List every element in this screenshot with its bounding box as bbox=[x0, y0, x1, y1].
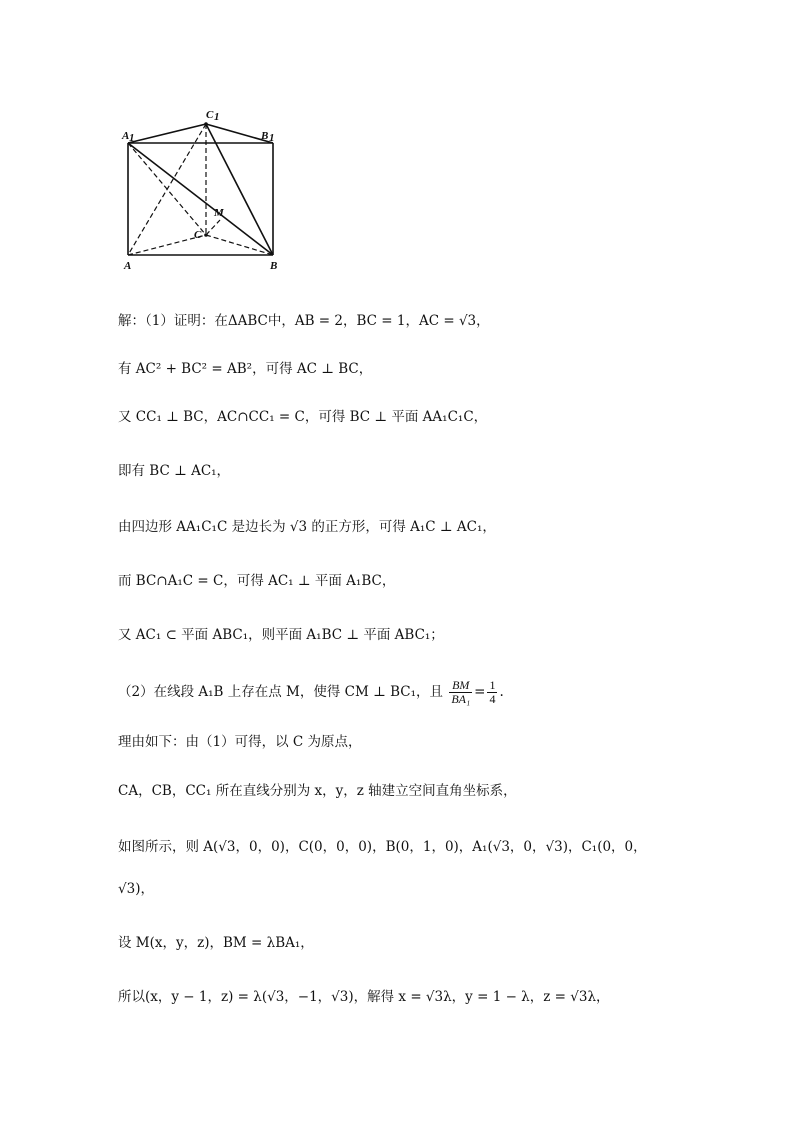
solution-line-6: 而 BC∩A₁C = C，可得 AC₁ ⊥ 平面 A₁BC， bbox=[118, 573, 396, 589]
edge-C-B bbox=[206, 235, 273, 255]
solution-line-2: 有 AC² + BC² = AB²，可得 AC ⊥ BC， bbox=[118, 361, 373, 377]
label-B1-sub: 1 bbox=[269, 132, 275, 144]
ratio-value-den: 4 bbox=[489, 692, 496, 706]
point-C bbox=[204, 233, 208, 237]
ratio-value bbox=[487, 679, 497, 706]
label-B: B bbox=[270, 260, 278, 272]
edge-C-M bbox=[206, 220, 220, 235]
part2-text: （2）在线段 A₁B 上存在点 M，使得 CM ⊥ BC₁，且 bbox=[118, 684, 444, 700]
solution-line-13: 设 M(x，y，z)，BM = λBA₁， bbox=[118, 935, 314, 951]
solution-line-10: CA，CB，CC₁ 所在直线分别为 x，y，z 轴建立空间直角坐标系， bbox=[118, 783, 517, 799]
ratio-eq: = bbox=[474, 684, 486, 700]
edge-A1-C1 bbox=[128, 124, 206, 143]
prism-figure bbox=[116, 108, 286, 278]
solution-line-9: 理由如下：由（1）可得，以 C 为原点， bbox=[118, 734, 362, 750]
ratio-den: BA₁ bbox=[451, 692, 471, 706]
edge-A1-C bbox=[128, 143, 206, 235]
solution-line-14: 所以(x，y − 1，z) = λ(√3，−1，√3)，解得 x = √3λ，y = 1 − λ，z = √3λ， bbox=[118, 989, 610, 1005]
label-M: M bbox=[214, 207, 224, 219]
ratio-value-num: 1 bbox=[489, 678, 496, 692]
label-C1-sub: 1 bbox=[214, 111, 220, 123]
solution-line-8 bbox=[118, 679, 504, 706]
solution-line-3: 又 CC₁ ⊥ BC，AC∩CC₁ = C，可得 BC ⊥ 平面 AA₁C₁C， bbox=[118, 409, 488, 425]
prism-diagram bbox=[116, 108, 286, 278]
solution-line-5: 由四边形 AA₁C₁C 是边长为 √3 的正方形，可得 A₁C ⊥ AC₁， bbox=[118, 519, 496, 535]
solution-line-7: 又 AC₁ ⊂ 平面 ABC₁，则平面 A₁BC ⊥ 平面 ABC₁； bbox=[118, 627, 444, 643]
ratio-end: . bbox=[499, 684, 504, 700]
solution-line-12: √3)， bbox=[118, 881, 154, 897]
point-C1 bbox=[204, 122, 208, 126]
ratio-fraction bbox=[449, 679, 472, 706]
ratio-num: BM bbox=[449, 679, 472, 693]
label-B1: B bbox=[261, 130, 269, 142]
solution-line-11: 如图所示，则 A(√3，0，0)，C(0，0，0)，B(0，1，0)，A₁(√3，0，√3)，C₁(0，0， bbox=[118, 839, 647, 855]
label-C: C bbox=[194, 229, 202, 241]
label-A1: A bbox=[122, 130, 130, 142]
label-C1: C bbox=[206, 109, 214, 121]
label-A1-sub: 1 bbox=[129, 132, 135, 144]
solution-line-4: 即有 BC ⊥ AC₁， bbox=[118, 463, 231, 479]
label-A: A bbox=[124, 260, 132, 272]
solution-line-1: 解：（1）证明：在ΔABC中，AB = 2，BC = 1，AC = √3， bbox=[118, 313, 490, 329]
